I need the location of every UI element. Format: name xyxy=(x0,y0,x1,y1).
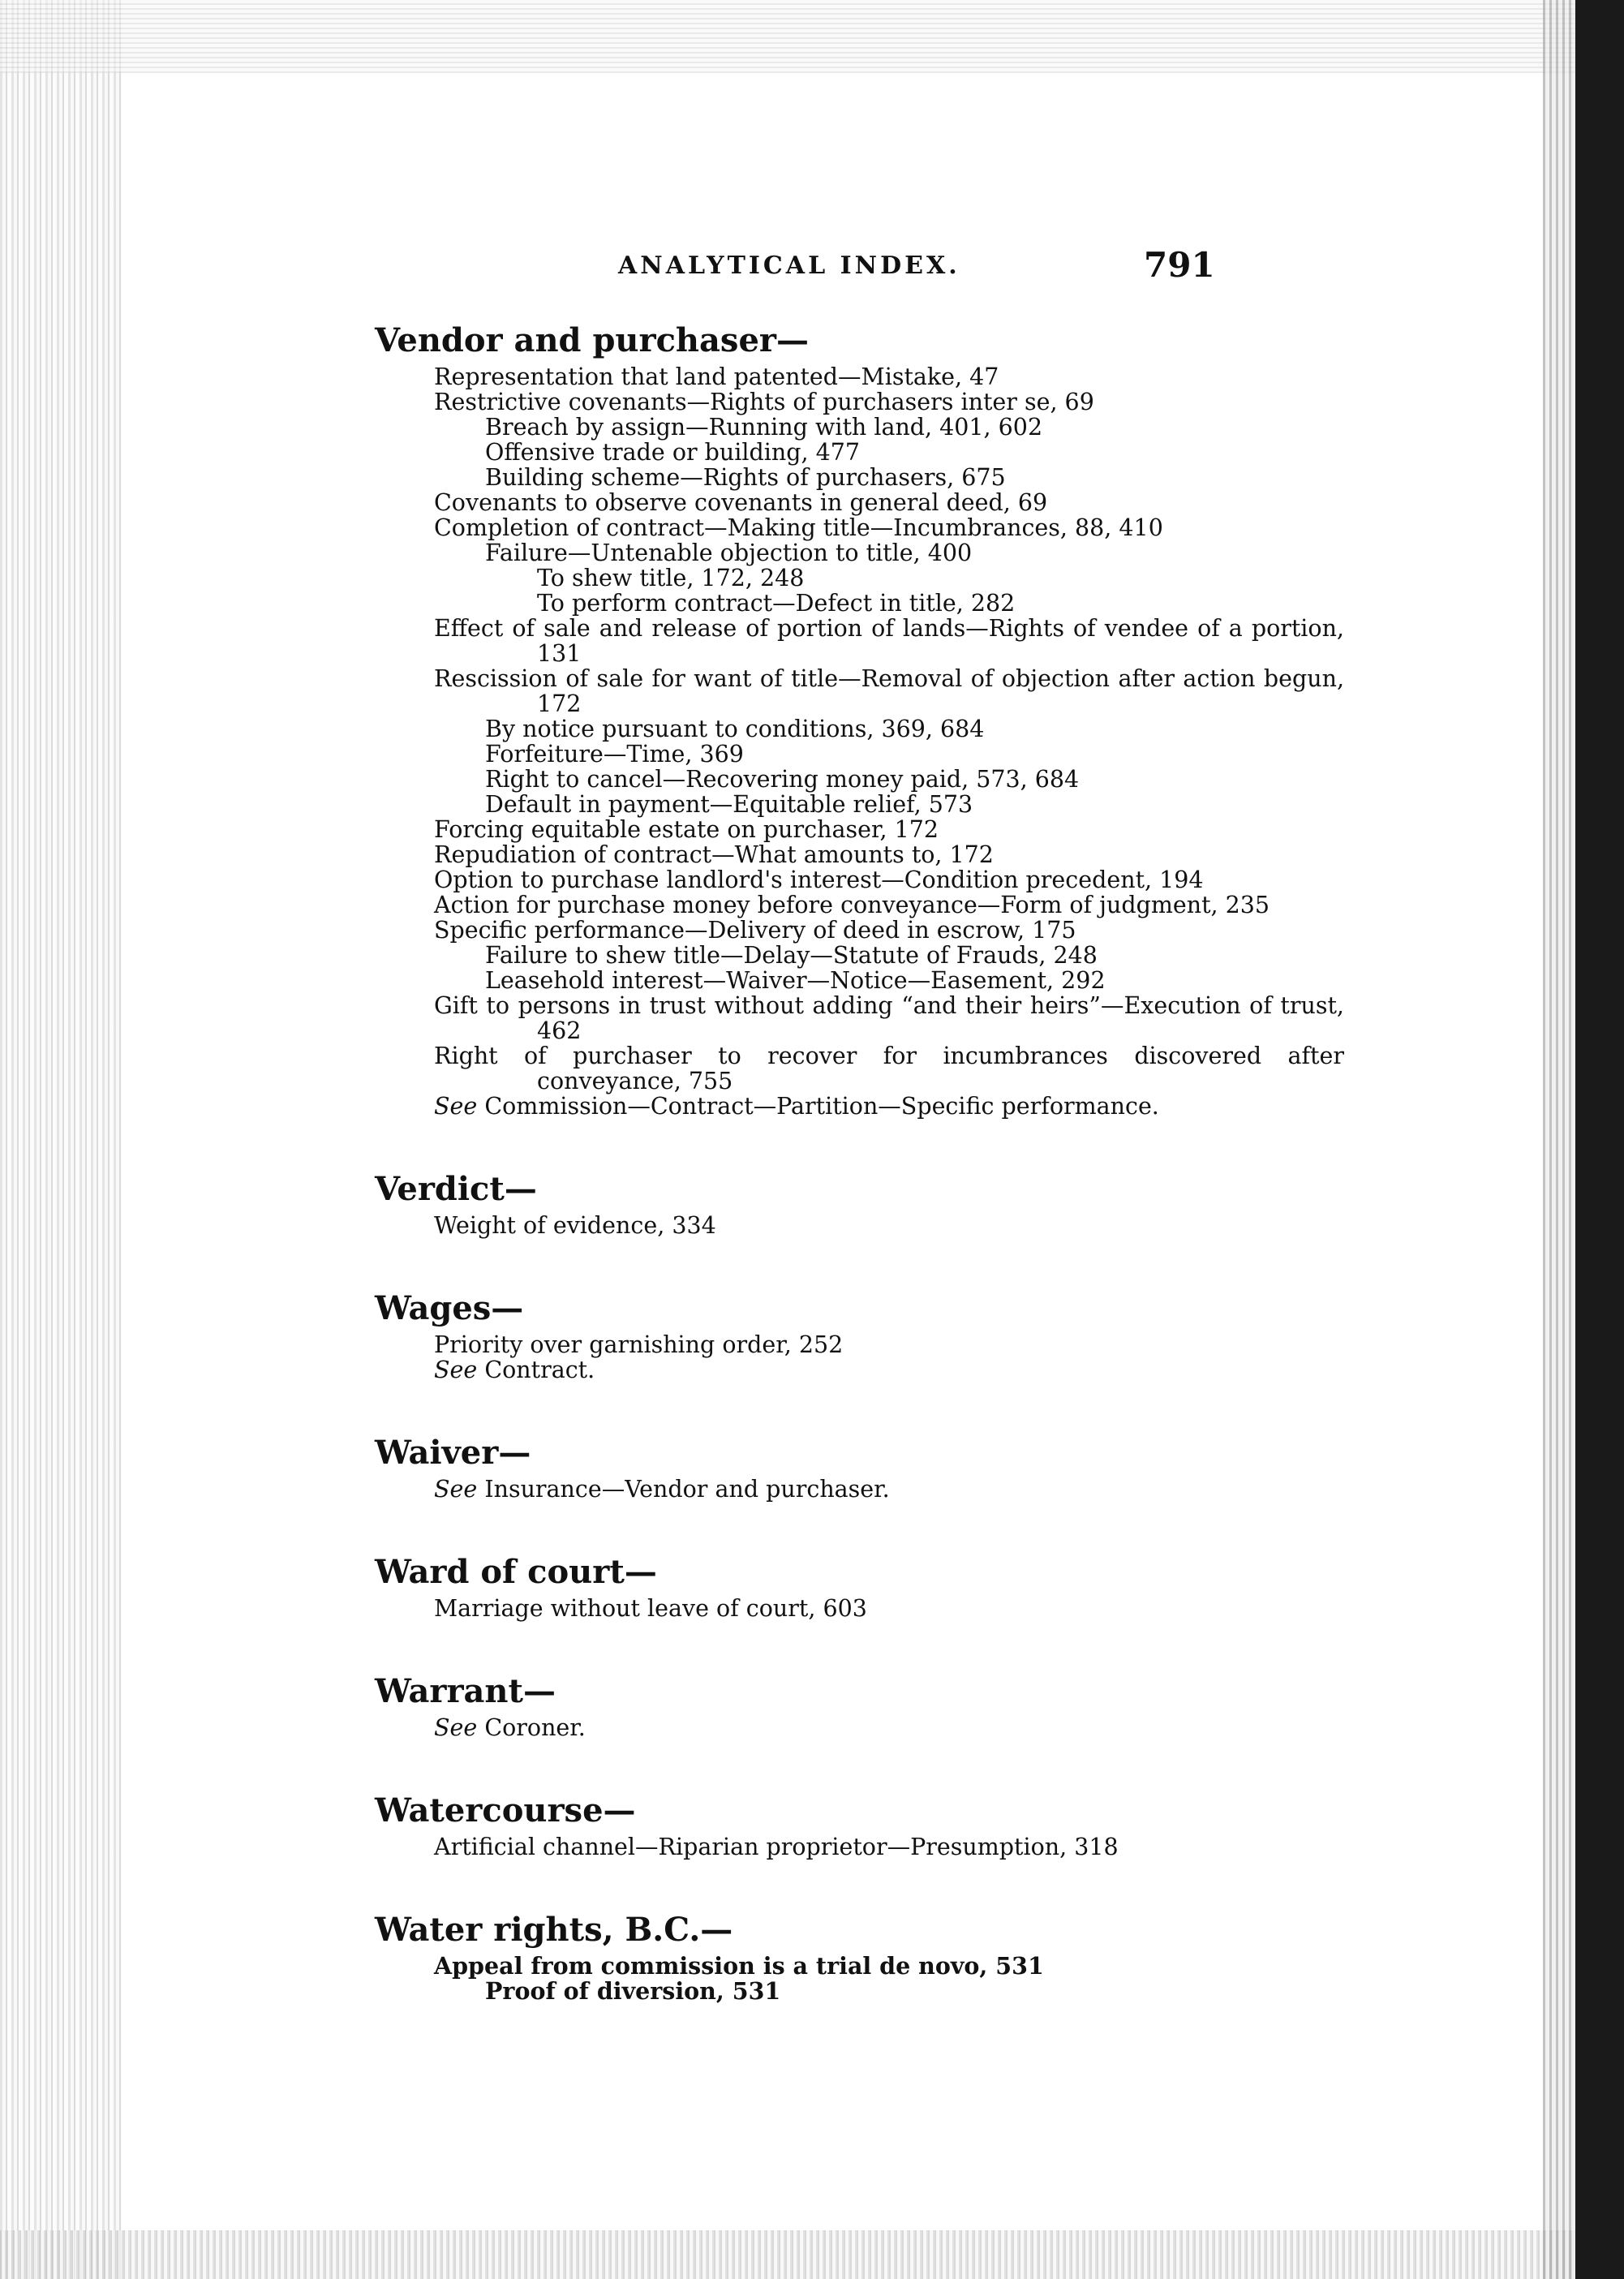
index-subentry: Leasehold interest—Waiver—Notice—Easement, 292 xyxy=(485,967,1106,994)
index-subentry: Failure—Untenable objection to title, 400 xyxy=(485,540,973,566)
index-subentry: Action for purchase money before conveyance—Form of judgment, 235 xyxy=(434,892,1270,918)
index-subentry: Forcing equitable estate on purchaser, 172 xyxy=(434,816,939,843)
index-subentry: Forfeiture—Time, 369 xyxy=(485,741,744,768)
see-target: Coroner. xyxy=(484,1714,586,1741)
entry-heading: Vendor and purchaser— xyxy=(375,321,809,359)
index-subentry: Priority over garnishing order, 252 xyxy=(434,1331,844,1358)
see-target: Contract. xyxy=(484,1357,595,1383)
index-subentry: Default in payment—Equitable relief, 573 xyxy=(485,791,973,818)
index-subentry: Covenants to observe covenants in general deed, 69 xyxy=(434,489,1048,516)
entry-heading: Verdict— xyxy=(375,1170,537,1208)
index-subentry: Specific performance—Delivery of deed in escrow, 175 xyxy=(434,917,1076,944)
index-subentry: By notice pursuant to conditions, 369, 684 xyxy=(485,716,985,742)
see-label: See xyxy=(434,1714,478,1741)
index-subentry: Proof of diversion, 531 xyxy=(485,1977,781,2005)
index-entry-verdict xyxy=(375,1169,1344,1238)
running-head: ANALYTICAL INDEX. xyxy=(618,252,960,280)
entry-heading: Warrant— xyxy=(375,1672,556,1710)
index-entry-watercourse xyxy=(375,1791,1344,1860)
index-subentry: Building scheme—Rights of purchasers, 675 xyxy=(485,464,1006,491)
index-subentry: Appeal from commission is a trial de novo, 531 xyxy=(434,1952,1044,1980)
index-subentry: Artificial channel—Riparian proprietor—Presumption, 318 xyxy=(434,1834,1119,1860)
page-header xyxy=(0,245,1624,292)
index-subentry: Effect of sale and release of portion of lands—Rights of vendee of a portion, 131 xyxy=(434,615,1344,667)
index-subentry: To perform contract—Defect in title, 282 xyxy=(537,590,1016,617)
index-subentry: Completion of contract—Making title—Incumbrances, 88, 410 xyxy=(434,514,1163,541)
entry-heading: Water rights, B.C.— xyxy=(375,1911,733,1949)
scan-edge-right-shadow xyxy=(1543,0,1575,2279)
see-target: Commission—Contract—Partition—Specific performance. xyxy=(484,1093,1159,1120)
index-subentry: Breach by assign—Running with land, 401, 602 xyxy=(485,414,1043,441)
see-label: See xyxy=(434,1476,478,1503)
index-entry-waiver xyxy=(375,1433,1344,1502)
index-subentry: Representation that land patented—Mistake, 47 xyxy=(434,363,999,390)
see-reference xyxy=(375,1477,1344,1502)
entry-heading: Wages— xyxy=(375,1289,524,1327)
index-subentry: Right of purchaser to recover for incumbrances discovered after conveyance, 755 xyxy=(434,1043,1344,1094)
index-entry-water-rights-bc xyxy=(375,1910,1344,2004)
index-subentry: Gift to persons in trust without adding “and their heirs”—Execution of trust, 462 xyxy=(434,992,1344,1044)
index-subentry: Offensive trade or building, 477 xyxy=(485,439,860,466)
index-entry-ward-of-court xyxy=(375,1552,1344,1621)
index-subentry: Failure to shew title—Delay—Statute of Frauds, 248 xyxy=(485,942,1098,969)
page-number: 791 xyxy=(1144,245,1215,285)
index-subentry: Marriage without leave of court, 603 xyxy=(434,1595,867,1622)
see-label: See xyxy=(434,1357,478,1383)
index-subentry: Restrictive covenants—Rights of purchasers inter se, 69 xyxy=(434,389,1094,415)
entry-heading: Watercourse— xyxy=(375,1791,636,1830)
see-target: Insurance—Vendor and purchaser. xyxy=(484,1476,890,1503)
scan-edge-bottom xyxy=(0,2230,1624,2279)
entry-heading: Ward of court— xyxy=(375,1553,657,1591)
index-subentry: Option to purchase landlord's interest—Condition precedent, 194 xyxy=(434,866,1204,893)
see-reference xyxy=(375,1715,1344,1740)
index-subentry: Right to cancel—Recovering money paid, 573, 684 xyxy=(485,766,1080,793)
scan-edge-left xyxy=(0,0,122,2279)
scan-edge-top xyxy=(0,0,1624,73)
index-entry-warrant xyxy=(375,1671,1344,1740)
index-subentry: To shew title, 172, 248 xyxy=(537,565,805,591)
index-subentry: Repudiation of contract—What amounts to, 172 xyxy=(434,841,994,868)
index-content xyxy=(375,320,1344,2054)
see-reference xyxy=(375,1357,1344,1382)
index-entry-vendor-and-purchaser xyxy=(375,320,1344,1119)
scan-edge-right xyxy=(1575,0,1624,2279)
index-subentry: Weight of evidence, 334 xyxy=(434,1212,716,1239)
entry-heading: Waiver— xyxy=(375,1434,531,1472)
index-subentry: Rescission of sale for want of title—Removal of objection after action begun, 172 xyxy=(434,665,1344,717)
see-label: See xyxy=(434,1093,478,1120)
see-reference xyxy=(375,1094,1344,1119)
index-entry-wages xyxy=(375,1288,1344,1382)
